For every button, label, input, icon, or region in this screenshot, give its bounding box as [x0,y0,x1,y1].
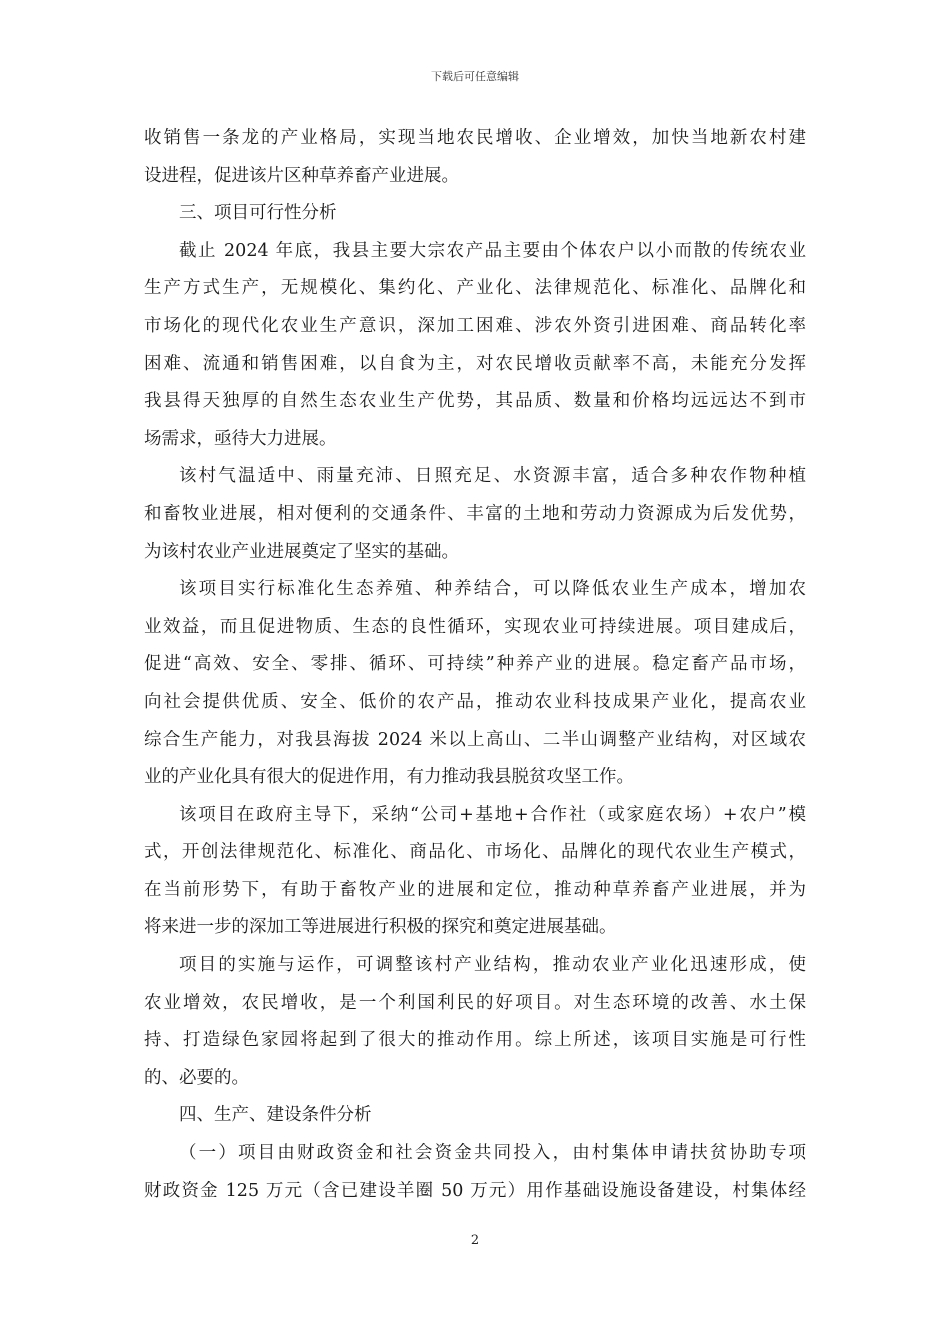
page-header-note: 下载后可任意编辑 [431,70,519,83]
page-number: 2 [470,1233,480,1248]
text-line: 收销售一条龙的产业格局，实现当地农民增收、企业增效，加快当地新农村建 [144,128,806,148]
text-line: 场需求，亟待大力进展。 [144,428,337,449]
text-line: 生产方式生产，无规模化、集约化、产业化、法律规范化、标准化、品牌化和 [144,278,806,299]
text-line: （一）项目由财政资金和社会资金共同投入，由村集体申请扶贫协助专项 [179,1143,806,1164]
text-line: 式，开创法律规范化、标准化、商品化、市场化、品牌化的现代农业生产模式， [144,842,806,863]
text-line: 市场化的现代化农业生产意识，深加工困难、涉农外资引进困难、商品转化率 [144,315,806,336]
text-line: 该村气温适中、雨量充沛、日照充足、水资源丰富，适合多种农作物种植 [179,466,806,487]
text-line: 为该村农业产业进展奠定了坚实的基础。 [144,541,459,562]
text-line: 向社会提供优质、安全、低价的农产品，推动农业科技成果产业化，提高农业 [144,691,806,712]
text-line: 和畜牧业进展，相对便利的交通条件、丰富的土地和劳动力资源成为后发优势， [144,503,806,524]
text-line: 四、生产、建设条件分析 [179,1105,372,1126]
text-line: 截止 2024 年底，我县主要大宗农产品主要由个体农户以小而散的传统农业 [179,240,806,261]
text-line: 持、打造绿色家园将起到了很大的推动作用。综上所述，该项目实施是可行性 [144,1030,806,1051]
text-line: 该项目实行标准化生态养殖、种养结合，可以降低农业生产成本，增加农 [179,579,806,600]
text-line: 综合生产能力，对我县海拔 2024 米以上高山、二半山调整产业结构，对区域农 [144,729,806,750]
text-line: 业的产业化具有很大的促进作用，有力推动我县脱贫攻坚工作。 [144,767,634,788]
text-line: 业效益，而且促进物质、生态的良性循环，实现农业可持续进展。项目建成后， [144,616,806,637]
text-line: 将来进一步的深加工等进展进行积极的探究和奠定进展基础。 [144,917,617,938]
text-line: 设进程，促进该片区种草养畜产业进展。 [144,165,459,186]
document-body [144,120,806,1210]
text-line: 促进“高效、安全、零排、循环、可持续”种养产业的进展。稳定畜产品市场， [144,654,806,675]
text-line: 我县得天独厚的自然生态农业生产优势，其品质、数量和价格均远远达不到市 [144,391,806,412]
text-line: 三、项目可行性分析 [179,203,337,224]
text-line: 财政资金 125 万元（含已建设羊圈 50 万元）用作基础设施设备建设，村集体经 [144,1180,806,1201]
text-line: 困难、流通和销售困难，以自食为主，对农民增收贡献率不高，未能充分发挥 [144,353,806,374]
text-line: 该项目在政府主导下，采纳“公司+基地+合作社（或家庭农场）+农户”模 [179,804,806,825]
text-line: 农业增效，农民增收，是一个利国利民的好项目。对生态环境的改善、水土保 [144,992,806,1013]
text-line: 在当前形势下，有助于畜牧产业的进展和定位，推动种草养畜产业进展，并为 [144,879,806,900]
text-line: 项目的实施与运作，可调整该村产业结构，推动农业产业化迅速形成，使 [179,955,806,976]
text-line: 的、必要的。 [144,1067,249,1088]
